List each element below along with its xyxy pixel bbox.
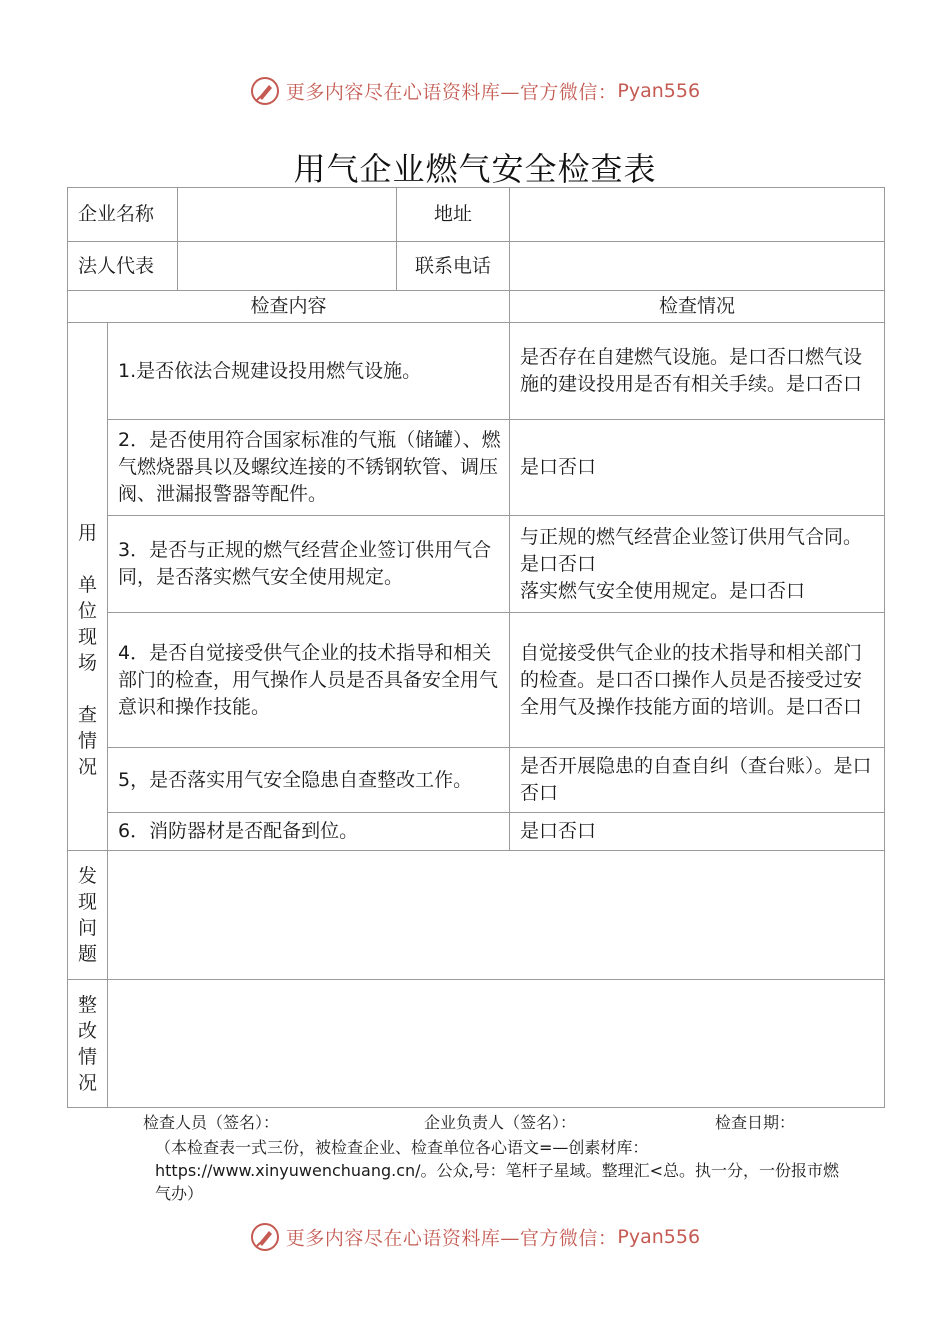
- check-item-question: 1.是否依法合规建设投用燃气设施。: [108, 323, 510, 420]
- check-item-question: 6．消防器材是否配备到位。: [108, 813, 510, 851]
- rectify-section-label: 整 改 情 况: [68, 980, 108, 1108]
- watermark-text: 更多内容尽在心语资料库—官方微信：: [285, 1227, 618, 1250]
- check-item-question: 3．是否与正规的燃气经营企业签订供用气合同，是否落实燃气安全使用规定。: [108, 516, 510, 613]
- phone-field[interactable]: [510, 242, 885, 291]
- onsite-label-char: 现: [77, 625, 97, 648]
- company-name-label: 企业名称: [68, 188, 178, 242]
- header-row-legal: [68, 242, 885, 291]
- watermark-banner-bottom: [0, 1222, 950, 1252]
- check-item-status[interactable]: 自觉接受供气企业的技术指导和相关部门的检查。是口否口操作人员是否接受过安全用气及操作技能方面的培训。是口否口: [510, 613, 885, 748]
- onsite-label-char: 况: [77, 755, 97, 778]
- legal-rep-field[interactable]: [178, 242, 397, 291]
- check-item-status[interactable]: 是否开展隐患的自查自纠（查台账）。是口否口: [510, 748, 885, 813]
- check-item-status[interactable]: 与正规的燃气经营企业签订供用气合同。 是口否口 落实燃气安全使用规定。是口否口: [510, 516, 885, 613]
- onsite-label-char: 单: [77, 573, 97, 596]
- pen-logo-icon: [250, 76, 280, 106]
- check-item-question: 2．是否使用符合国家标准的气瓶（储罐）、燃气燃烧器具以及螺纹连接的不锈钢软管、调压阀、泄漏报警器等配件。: [108, 420, 510, 516]
- inspection-form-table: [67, 187, 885, 1108]
- check-item-question: 4．是否自觉接受供气企业的技术指导和相关部门的检查，用气操作人员是否具备安全用气意识和操作技能。: [108, 613, 510, 748]
- problems-section-label: 发 现 问 题: [68, 851, 108, 980]
- check-item-row: [68, 813, 885, 851]
- column-status-header: 检查情况: [510, 291, 885, 323]
- onsite-label-char: 用: [77, 521, 97, 544]
- check-item-status[interactable]: 是否存在自建燃气设施。是口否口燃气设施的建设投用是否有相关手续。是口否口: [510, 323, 885, 420]
- signature-row: [143, 1112, 843, 1134]
- address-label: 地址: [397, 188, 510, 242]
- address-field[interactable]: [510, 188, 885, 242]
- problems-row: [68, 851, 885, 980]
- onsite-section-label: [68, 323, 108, 851]
- check-item-row: [68, 323, 885, 420]
- inspection-date-label: 检查日期：: [715, 1113, 796, 1132]
- watermark-wechat: Pyan556: [617, 80, 701, 102]
- onsite-label-char: 场: [77, 651, 97, 674]
- watermark-banner-top: [0, 76, 950, 106]
- check-item-row: [68, 420, 885, 516]
- watermark-text: 更多内容尽在心语资料库—官方微信：: [285, 81, 618, 104]
- check-item-row: [68, 748, 885, 813]
- check-item-row: [68, 516, 885, 613]
- form-footer: [143, 1112, 843, 1205]
- problems-field[interactable]: [108, 851, 885, 980]
- onsite-label-char: 查: [77, 703, 97, 726]
- company-name-field[interactable]: [178, 188, 397, 242]
- watermark-wechat: Pyan556: [617, 1226, 701, 1248]
- footer-note: （本检查表一式三份，被检查企业、检查单位各心语文=—创素材库：https://www.xinyuwenchuang.cn/。公众,号：笔杆子星域。整理汇<总。执一分，一份报市燃气办）: [155, 1138, 840, 1203]
- rectify-field[interactable]: [108, 980, 885, 1108]
- check-item-status[interactable]: 是口否口: [510, 813, 885, 851]
- inspector-signature-label: 检查人员（签名）：: [143, 1113, 280, 1132]
- column-header-row: [68, 291, 885, 323]
- manager-signature-label: 企业负责人（签名）：: [424, 1113, 577, 1132]
- phone-label: 联系电话: [397, 242, 510, 291]
- onsite-label-char: 情: [77, 729, 97, 752]
- onsite-label-char: 位: [77, 599, 97, 622]
- check-item-question: 5，是否落实用气安全隐患自查整改工作。: [108, 748, 510, 813]
- legal-rep-label: 法人代表: [68, 242, 178, 291]
- rectify-row: [68, 980, 885, 1108]
- header-row-company: [68, 188, 885, 242]
- page-title: 用气企业燃气安全检查表: [293, 150, 657, 188]
- check-item-status[interactable]: 是口否口: [510, 420, 885, 516]
- column-content-header: 检查内容: [68, 291, 510, 323]
- pen-logo-icon: [250, 1222, 280, 1252]
- check-item-row: [68, 613, 885, 748]
